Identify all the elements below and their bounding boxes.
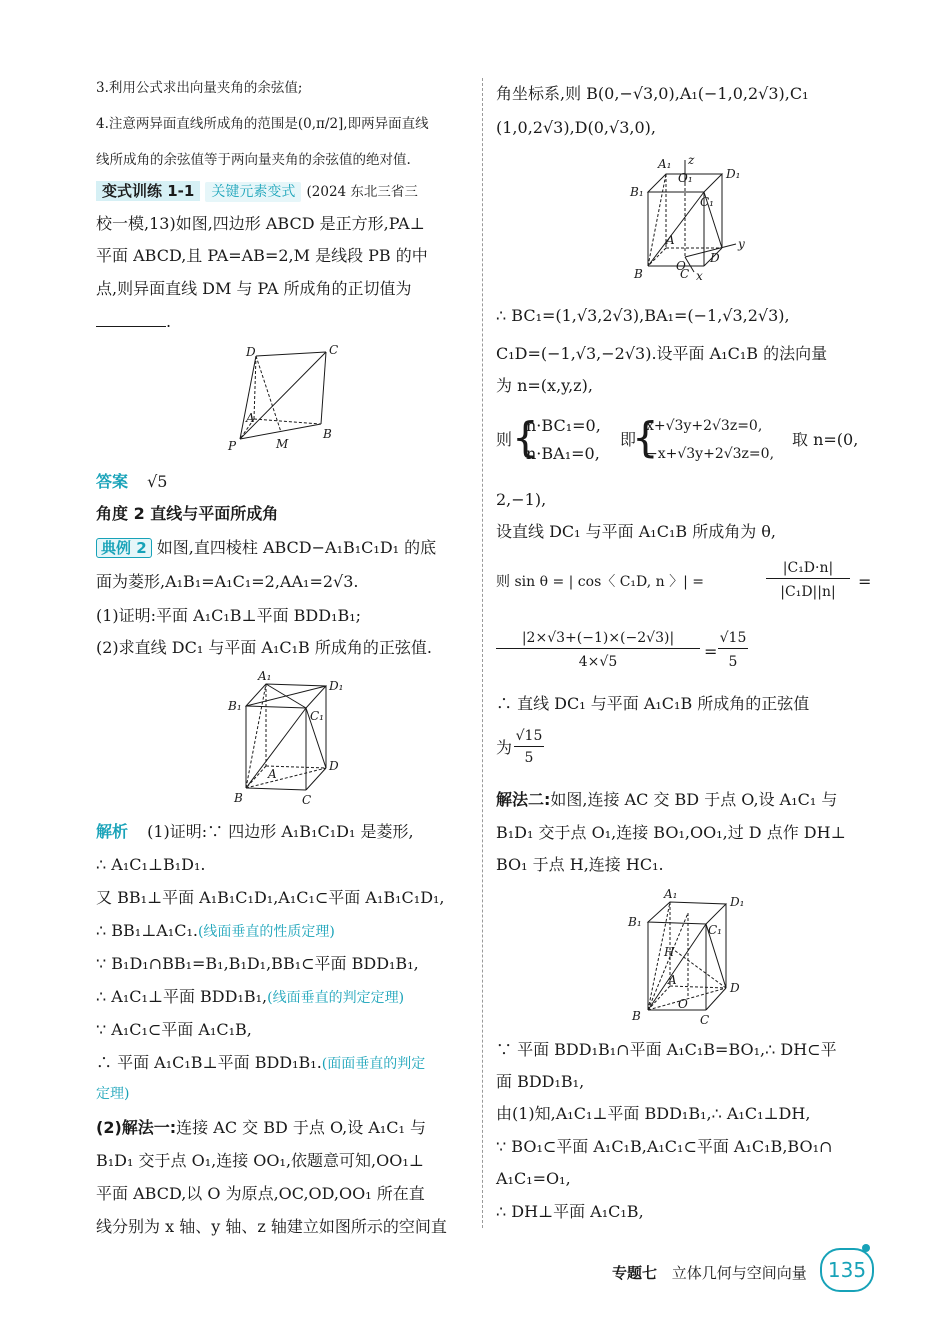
text-line: ∵ 平面 BDD₁B₁∩平面 A₁C₁B=BO₁,∴ DH⊂平 (496, 1040, 837, 1059)
text-line: 又 BB₁⊥平面 A₁B₁C₁D₁,A₁C₁⊂平面 A₁B₁C₁D₁, (96, 888, 445, 907)
label-D: D (710, 251, 720, 265)
label-P: P (228, 439, 237, 453)
solution-line (96, 822, 414, 842)
theorem-note: 定理) (96, 1086, 130, 1102)
blank-line (96, 312, 171, 332)
label-y: y (738, 237, 745, 251)
period: . (166, 312, 172, 331)
text-line: ∵ A₁C₁⊂平面 A₁C₁B, (96, 1020, 252, 1039)
label-A1: A₁ (658, 157, 672, 171)
text-line: 线所成角的余弦值等于两向量夹角的余弦值的绝对值. (96, 152, 411, 168)
figure-prism (226, 670, 356, 810)
label-x: x (696, 269, 703, 280)
text-line (96, 921, 335, 942)
fraction-numerator: |C₁D·n| (766, 558, 850, 579)
solution-text: ∴ A₁C₁⊥平面 BDD₁B₁, (96, 987, 268, 1006)
fraction-denominator: 5 (728, 654, 738, 670)
text-line: 点,则异面直线 DM 与 PA 所成角的正切值为 (96, 279, 412, 298)
page-number: 135 (820, 1248, 874, 1292)
text-line: 设直线 DC₁ 与平面 A₁C₁B 所成角为 θ, (496, 522, 777, 541)
text-line: 平面 ABCD,且 PA=AB=2,M 是线段 PB 的中 (96, 246, 428, 265)
label-O1: O₁ (678, 171, 693, 185)
text-line: ∴ BC₁=(1,√3,2√3),BA₁=(−1,√3,2√3), (496, 306, 790, 325)
text-wei: 为 (496, 738, 513, 757)
label-D1: D₁ (730, 895, 745, 909)
text-line: 校一模,13)如图,四边形 ABCD 是正方形,PA⊥ (96, 214, 425, 233)
label-O: O (678, 997, 688, 1011)
text-line: 为 n=(x,y,z), (496, 376, 593, 395)
solution-text: (1)证明:∵ 四边形 A₁B₁C₁D₁ 是菱形, (147, 822, 414, 841)
text-line: (1)证明:平面 A₁C₁B⊥平面 BDD₁B₁; (96, 606, 362, 625)
fraction-denominator: 4×√5 (578, 654, 618, 670)
text-line (96, 987, 404, 1008)
text-line: 角坐标系,则 B(0,−√3,0),A₁(−1,0,2√3),C₁ (496, 84, 809, 103)
text-line: B₁D₁ 交于点 O₁,连接 OO₁,依题意可知,OO₁⊥ (96, 1151, 424, 1170)
fraction-denominator: |C₁D||n| (780, 584, 836, 600)
fraction-numerator: √15 (718, 628, 748, 649)
eq-4: −x+√3y+2√3z=0, (646, 446, 775, 462)
text-line (96, 1118, 426, 1138)
label-H: H (664, 945, 675, 959)
formula-lhs: 则 sin θ = | cos〈 C₁D, n 〉| = (496, 574, 705, 590)
fraction-numerator: |2×√3+(−1)×(−2√3)| (496, 628, 700, 649)
text-line: C₁D=(−1,√3,−2√3).设平面 A₁C₁B 的法向量 (496, 344, 828, 363)
text-line: 面 BDD₁B₁, (496, 1072, 585, 1091)
label-A1: A₁ (258, 670, 272, 683)
source-note: (2024 东北三省三 (306, 184, 418, 200)
text-line: A₁C₁=O₁, (496, 1169, 571, 1188)
label-C: C (302, 793, 312, 807)
footer-title: 立体几何与空间向量 (671, 1264, 807, 1282)
label-C: C (680, 267, 690, 280)
theorem-note: (面面垂直的判定 (321, 1056, 426, 1072)
label-C1: C₁ (708, 923, 722, 937)
text-line: 3.利用公式求出向量夹角的余弦值; (96, 80, 303, 96)
brace-left: { (512, 413, 539, 462)
text-line: (1,0,2√3),D(0,√3,0), (496, 118, 656, 137)
brace-left: { (632, 413, 659, 462)
answer-value: √5 (147, 472, 168, 491)
label-C1: C₁ (700, 195, 714, 209)
footer-topic: 专题七 (612, 1264, 658, 1282)
eq-1: n·BC₁=0, (526, 416, 601, 435)
label-B: B (634, 267, 643, 280)
label-B: B (234, 791, 243, 805)
method-label: (2)解法一: (96, 1118, 177, 1137)
label-A: A (246, 411, 255, 425)
text-take: 取 n=(0, (792, 430, 859, 449)
fraction-denominator: 5 (524, 750, 534, 766)
label-B: B (632, 1009, 641, 1023)
label-D1: D₁ (329, 679, 344, 693)
label-B1: B₁ (228, 699, 242, 713)
text-namely: 即 (620, 430, 637, 449)
text-line: B₁D₁ 交于点 O₁,连接 BO₁,OO₁,过 D 点作 DH⊥ (496, 823, 846, 842)
figure-square-pyramid (226, 344, 346, 454)
solution-text: ∴ BB₁⊥A₁C₁. (96, 921, 198, 940)
solution-label: 解析 (96, 822, 129, 841)
text-line: BO₁ 于点 H,连接 HC₁. (496, 855, 664, 874)
fraction-numerator: √15 (514, 726, 544, 747)
example-line (96, 538, 436, 558)
label-C: C (700, 1013, 710, 1027)
eq-3: x+√3y+2√3z=0, (646, 418, 763, 434)
text-line: ∵ BO₁⊂平面 A₁C₁B,A₁C₁⊂平面 A₁C₁B,BO₁∩ (496, 1137, 833, 1156)
text-line: ∴ 直线 DC₁ 与平面 A₁C₁B 所成角的正弦值 (496, 694, 810, 713)
text-line: ∴ DH⊥平面 A₁C₁B, (496, 1202, 644, 1221)
method-label: 解法二: (496, 790, 551, 809)
label-B: B (323, 427, 332, 441)
label-A: A (666, 233, 675, 247)
label-B1: B₁ (628, 915, 642, 929)
theorem-note: (线面垂直的性质定理) (197, 924, 335, 940)
text-line: 4.注意两异面直线所成角的范围是(0,π/2],即两异面直线 (96, 116, 429, 132)
text-then: 则 (496, 430, 513, 449)
theorem-note: (线面垂直的判定定理) (267, 990, 405, 1006)
solution-text: ∴ 平面 A₁C₁B⊥平面 BDD₁B₁. (96, 1053, 322, 1072)
label-O: O (676, 259, 686, 273)
label-D: D (246, 345, 256, 359)
label-A: A (268, 767, 277, 781)
page-dot-icon (862, 1244, 870, 1252)
text-line: (2)求直线 DC₁ 与平面 A₁C₁B 所成角的正弦值. (96, 638, 432, 657)
text-line: 由(1)知,A₁C₁⊥平面 BDD₁B₁,∴ A₁C₁⊥DH, (496, 1104, 811, 1123)
label-A1: A₁ (664, 888, 678, 901)
footer (612, 1262, 807, 1283)
text-line: 线分别为 x 轴、y 轴、z 轴建立如图所示的空间直 (96, 1217, 447, 1236)
variant-badge: 变式训练 1-1 (96, 181, 200, 201)
text-line (496, 790, 837, 810)
label-A: A (668, 973, 677, 987)
variant-line (96, 181, 418, 202)
section-heading: 角度 2 直线与平面所成角 (96, 504, 279, 523)
eq-2: n·BA₁=0, (526, 444, 600, 463)
label-D: D (329, 759, 339, 773)
label-D: D (730, 981, 740, 995)
example-text: 如图,直四棱柱 ABCD−A₁B₁C₁D₁ 的底 (156, 538, 437, 557)
variant-tag: 关键元素变式 (205, 182, 301, 202)
label-C1: C₁ (310, 709, 324, 723)
answer-label: 答案 (96, 472, 129, 491)
answer-blank (96, 312, 166, 327)
equals: = (704, 642, 718, 661)
solution-text: 如图,连接 AC 交 BD 于点 O,设 A₁C₁ 与 (550, 790, 838, 809)
text-line: ∴ A₁C₁⊥B₁D₁. (96, 855, 206, 874)
column-divider (482, 78, 483, 1228)
solution-text: 连接 AC 交 BD 于点 O,设 A₁C₁ 与 (176, 1118, 427, 1137)
equals: = (858, 572, 872, 591)
text-line: ∵ B₁D₁∩BB₁=B₁,B₁D₁,BB₁⊂平面 BDD₁B₁, (96, 954, 419, 973)
label-C: C (329, 344, 339, 357)
answer-line (96, 472, 167, 492)
text-line: 平面 ABCD,以 O 为原点,OC,OD,OO₁ 所在直 (96, 1184, 425, 1203)
text-line: 面为菱形,A₁B₁=A₁C₁=2,AA₁=2√3. (96, 572, 359, 591)
label-B1: B₁ (630, 185, 644, 199)
text-line: 2,−1), (496, 490, 547, 509)
label-M: M (276, 437, 289, 451)
label-D1: D₁ (726, 167, 741, 181)
figure-prism-h (626, 888, 766, 1028)
text-line (96, 1053, 425, 1074)
example-badge: 典例 2 (96, 538, 152, 558)
label-z: z (688, 156, 695, 167)
figure-coordinate-prism (626, 156, 766, 280)
